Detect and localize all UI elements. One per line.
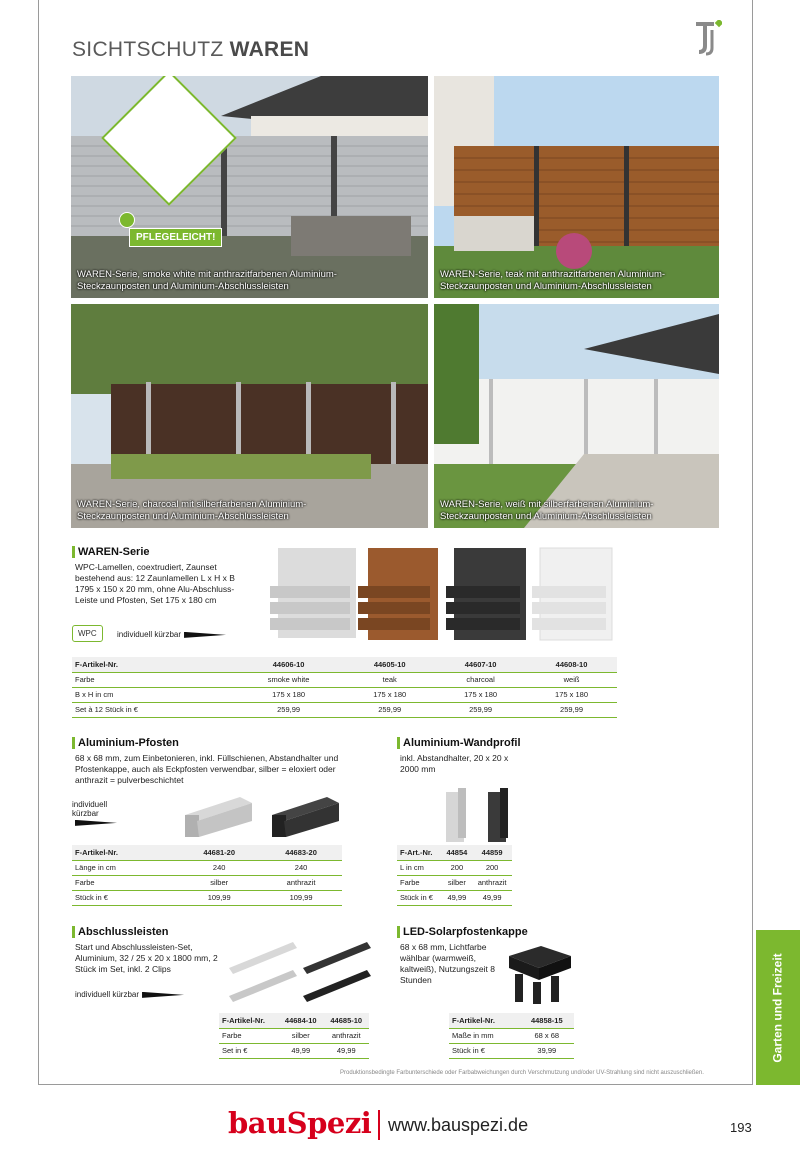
cut-label: individuell kürzbar (75, 990, 184, 999)
leisten-image (225, 938, 375, 1006)
table-row: F-Artikel-Nr. 44684-10 44685-10 (219, 1013, 369, 1028)
table-row: L in cm 200 200 (397, 860, 512, 875)
wandprofil-heading: Aluminium-Wandprofil (397, 737, 521, 749)
leisten-description: Start und Abschlussleisten-Set, Aluminium, 32 / 25 x 20 x 1800 mm, 2 Stück im Set, inkl. 2 Clips (75, 942, 218, 974)
section-tab: Garten und Freizeit (756, 930, 800, 1085)
pfosten-heading: Aluminium-Pfosten (72, 737, 179, 749)
solar-heading: LED-Solarpfostenkappe (397, 926, 528, 938)
brand-t-icon (694, 20, 722, 56)
table-row: B x H in cm 175 x 180 175 x 180 175 x 180 175 x 180 (72, 687, 617, 702)
saw-icon (184, 632, 226, 638)
easy-care-badge: PFLEGELEICHT! (129, 228, 222, 247)
table-row: Maße in mm 68 x 68 (449, 1028, 574, 1043)
care-icon (119, 212, 135, 228)
pfosten-image (180, 795, 350, 843)
table-row: Farbe silber anthrazit (219, 1028, 369, 1043)
waren-description: WPC-Lamellen, coextrudiert, Zaunset bestehend aus: 12 Zaunlamellen L x H x B 1795 x 150 x 20 mm, ohne Alu-Abschluss-Leiste und Pfosten, Set 175 x 180 cm (75, 562, 235, 605)
saw-icon (75, 820, 117, 826)
photo-caption: WAREN-Serie, weiß mit silberfarbenen Aluminium-Steckzaunposten und Aluminium-Abschlussleisten (440, 499, 654, 522)
footer-divider (378, 1110, 380, 1140)
website-link[interactable]: www.bauspezi.de (388, 1115, 529, 1135)
table-row: Länge in cm 240 240 (72, 860, 342, 875)
page-number: 193 (730, 1120, 752, 1135)
waren-panels-image (268, 546, 618, 650)
wandprofil-image (440, 786, 520, 842)
photo-teak (434, 76, 719, 298)
table-row: Set in € 49,99 49,99 (219, 1043, 369, 1058)
solar-table (449, 1013, 574, 1059)
solar-cap-image (505, 944, 575, 1006)
waren-heading: WAREN-Serie (72, 546, 150, 558)
photo-caption: WAREN-Serie, teak mit anthrazitfarbenen Aluminium-Steckzaunposten und Aluminium-Abschlussleisten (440, 269, 666, 292)
waren-table (72, 657, 617, 718)
leisten-heading: Abschlussleisten (72, 926, 168, 938)
table-row: Stück in € 109,99 109,99 (72, 890, 342, 905)
leisten-table (219, 1013, 369, 1059)
page-title: SICHTSCHUTZ WAREN (72, 38, 310, 61)
table-row: Stück in € 49,99 49,99 (397, 890, 512, 905)
disclaimer: Produktionsbedingte Farbunterschiede oder Farbabweichungen durch Verschmutzung und/oder UV-Strahlung sind nicht auszuschließen. (340, 1070, 704, 1076)
solar-description: 68 x 68 mm, Lichtfarbe wählbar (warmweiß, kaltweiß), Nutzungszeit 8 Stunden (400, 942, 495, 985)
table-row: F-Artikel-Nr. 44606-10 44605-10 44607-10 44608-10 (72, 657, 617, 672)
photo-caption: WAREN-Serie, charcoal mit silberfarbenen Aluminium-Steckzaunposten und Aluminium-Abschlussleisten (77, 499, 307, 522)
table-row: F-Artikel-Nr. 44681-20 44683-20 (72, 845, 342, 860)
table-row: Stück in € 39,99 (449, 1043, 574, 1058)
cut-label: individuell kürzbar (72, 800, 132, 827)
photo-charcoal (71, 304, 428, 528)
cut-label: individuell kürzbar (117, 630, 226, 639)
wandprofil-table (397, 845, 512, 906)
photo-weiss (434, 304, 719, 528)
table-row: Set à 12 Stück in € 259,99 259,99 259,99 259,99 (72, 702, 617, 717)
saw-icon (142, 992, 184, 998)
pfosten-table (72, 845, 342, 906)
photo-smoke-white (71, 76, 428, 298)
wandprofil-description: inkl. Abstandhalter, 20 x 20 x 2000 mm (400, 753, 509, 774)
wpc-badge: WPC (72, 625, 103, 642)
table-row: F-Art.-Nr. 44854 44859 (397, 845, 512, 860)
table-row: Farbe silber anthrazit (72, 875, 342, 890)
bauspezi-logo: bauSpezi (228, 1106, 372, 1140)
table-row: Farbe smoke white teak charcoal weiß (72, 672, 617, 687)
table-row: F-Artikel-Nr. 44858-15 (449, 1013, 574, 1028)
photo-caption: WAREN-Serie, smoke white mit anthrazitfarbenen Aluminium-Steckzaunposten und Aluminium-Abschlussleisten (77, 269, 337, 292)
table-row: Farbe silber anthrazit (397, 875, 512, 890)
pfosten-description: 68 x 68 mm, zum Einbetonieren, inkl. Füllschienen, Abstandhalter und Pfostenkappe, auch als Eckpfosten verwendbar, silber = eloxiert oder anthrazit = pulverbeschichtet (75, 753, 339, 785)
